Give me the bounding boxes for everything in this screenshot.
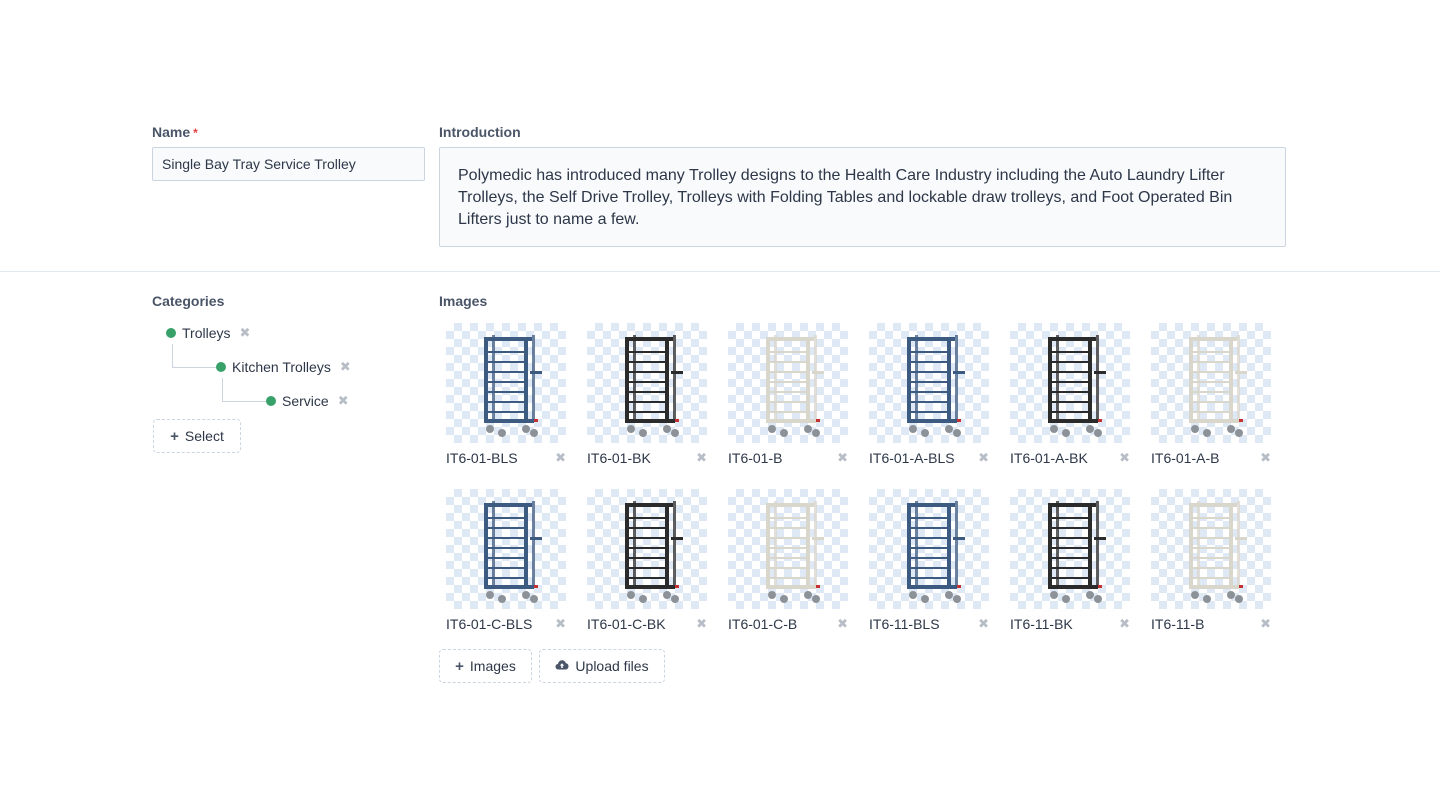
tree-connector bbox=[172, 344, 217, 368]
close-icon[interactable]: ✖ bbox=[555, 616, 566, 631]
required-mark: * bbox=[193, 126, 198, 140]
name-label-text: Name bbox=[152, 124, 191, 140]
upload-files-button[interactable] bbox=[539, 649, 665, 683]
name-input[interactable] bbox=[152, 147, 425, 181]
image-caption: IT6-11-B bbox=[1151, 616, 1205, 632]
select-category-button[interactable] bbox=[153, 419, 241, 453]
trolley-image bbox=[1010, 489, 1130, 609]
category-dot bbox=[216, 362, 226, 372]
close-icon[interactable]: ✖ bbox=[837, 616, 848, 631]
introduction-label: Introduction bbox=[439, 124, 521, 140]
trolley-image bbox=[1151, 489, 1271, 609]
close-icon[interactable]: ✖ bbox=[696, 450, 707, 465]
close-icon[interactable]: ✖ bbox=[555, 450, 566, 465]
category-label: Trolleys bbox=[182, 325, 231, 341]
image-thumbnail[interactable] bbox=[1151, 489, 1271, 609]
category-dot bbox=[266, 396, 276, 406]
close-icon[interactable]: ✖ bbox=[1119, 616, 1130, 631]
image-thumbnail[interactable] bbox=[446, 489, 566, 609]
image-caption: IT6-01-B bbox=[728, 450, 783, 466]
image-caption: IT6-01-C-BK bbox=[587, 616, 666, 632]
image-caption-row bbox=[1151, 616, 1271, 632]
image-thumbnail[interactable] bbox=[728, 489, 848, 609]
plus-icon: + bbox=[170, 427, 179, 445]
close-icon[interactable]: ✖ bbox=[1119, 450, 1130, 465]
plus-icon: + bbox=[455, 657, 464, 675]
image-caption-row bbox=[728, 616, 848, 632]
image-caption: IT6-01-A-BLS bbox=[869, 450, 955, 466]
image-caption-row bbox=[869, 616, 989, 632]
trolley-image bbox=[587, 489, 707, 609]
category-dot bbox=[166, 328, 176, 338]
trolley-image bbox=[869, 489, 989, 609]
image-caption-row bbox=[587, 450, 707, 466]
trolley-image bbox=[446, 323, 566, 443]
close-icon[interactable]: ✖ bbox=[339, 359, 351, 374]
section-divider bbox=[0, 271, 1440, 272]
image-thumbnail[interactable] bbox=[869, 489, 989, 609]
trolley-image bbox=[587, 323, 707, 443]
add-images-label: Images bbox=[469, 658, 516, 674]
image-caption-row bbox=[587, 616, 707, 632]
image-caption: IT6-01-BK bbox=[587, 450, 651, 466]
close-icon[interactable]: ✖ bbox=[337, 393, 349, 408]
category-item-kitchen-trolleys bbox=[216, 357, 351, 377]
image-thumbnail[interactable] bbox=[587, 323, 707, 443]
tree-connector bbox=[222, 378, 267, 402]
close-icon[interactable]: ✖ bbox=[978, 450, 989, 465]
trolley-image bbox=[1010, 323, 1130, 443]
trolley-image bbox=[869, 323, 989, 443]
name-label bbox=[152, 124, 198, 140]
images-label: Images bbox=[439, 293, 488, 309]
upload-files-label: Upload files bbox=[575, 658, 649, 674]
image-caption-row bbox=[1010, 450, 1130, 466]
cloud-upload-icon bbox=[555, 658, 569, 675]
image-caption-row bbox=[446, 450, 566, 466]
category-item-service bbox=[266, 391, 349, 411]
close-icon[interactable]: ✖ bbox=[837, 450, 848, 465]
image-caption: IT6-01-A-B bbox=[1151, 450, 1220, 466]
image-caption-row bbox=[446, 616, 566, 632]
image-caption-row bbox=[728, 450, 848, 466]
image-thumbnail[interactable] bbox=[869, 323, 989, 443]
trolley-image bbox=[1151, 323, 1271, 443]
category-item-trolleys bbox=[166, 323, 250, 343]
image-caption: IT6-11-BK bbox=[1010, 616, 1073, 632]
image-thumbnail[interactable] bbox=[446, 323, 566, 443]
add-images-button[interactable] bbox=[439, 649, 532, 683]
image-thumbnail[interactable] bbox=[1010, 323, 1130, 443]
close-icon[interactable]: ✖ bbox=[978, 616, 989, 631]
select-button-label: Select bbox=[184, 428, 224, 444]
image-caption: IT6-01-C-B bbox=[728, 616, 798, 632]
close-icon[interactable]: ✖ bbox=[696, 616, 707, 631]
trolley-image bbox=[446, 489, 566, 609]
image-caption-row bbox=[1151, 450, 1271, 466]
categories-label: Categories bbox=[152, 293, 225, 309]
image-caption-row bbox=[1010, 616, 1130, 632]
image-caption: IT6-11-BLS bbox=[869, 616, 940, 632]
image-thumbnail[interactable] bbox=[587, 489, 707, 609]
image-caption: IT6-01-BLS bbox=[446, 450, 518, 466]
image-caption: IT6-01-A-BK bbox=[1010, 450, 1088, 466]
category-label: Service bbox=[282, 393, 329, 409]
image-caption: IT6-01-C-BLS bbox=[446, 616, 533, 632]
image-thumbnail[interactable] bbox=[1010, 489, 1130, 609]
image-thumbnail[interactable] bbox=[1151, 323, 1271, 443]
close-icon[interactable]: ✖ bbox=[239, 325, 251, 340]
close-icon[interactable]: ✖ bbox=[1260, 450, 1271, 465]
trolley-image bbox=[728, 489, 848, 609]
category-label: Kitchen Trolleys bbox=[232, 359, 331, 375]
introduction-text: Polymedic has introduced many Trolley designs to the Health Care Industry including the Auto Laundry Lifter Trolleys, the Self Drive Trolley, Trolleys with Folding Tables and lockable draw trolleys, and Foot Operated Bin Lifters just to name a few. bbox=[458, 167, 1233, 228]
image-thumbnail[interactable] bbox=[728, 323, 848, 443]
close-icon[interactable]: ✖ bbox=[1260, 616, 1271, 631]
image-caption-row bbox=[869, 450, 989, 466]
introduction-textarea[interactable] bbox=[439, 147, 1286, 247]
trolley-image bbox=[728, 323, 848, 443]
